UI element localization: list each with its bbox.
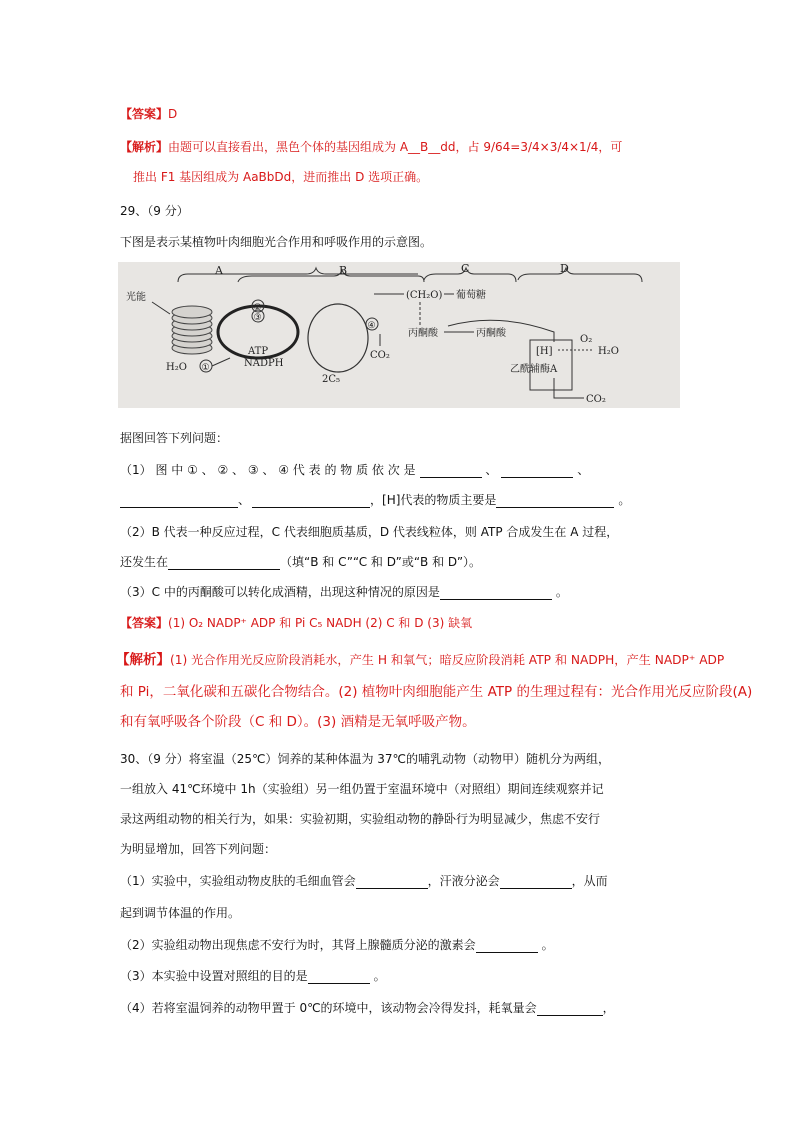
- q30-q4: （4）若将室温饲养的动物甲置于 0℃的环境中，该动物会冷得发抖，耗氧量会 ，: [120, 1001, 615, 1015]
- label-D: D: [560, 262, 569, 275]
- circle-3: ③: [253, 313, 262, 323]
- water-label: H₂O: [166, 362, 187, 373]
- answer-blank[interactable]: [440, 586, 552, 600]
- co2-left-label: CO₂: [370, 350, 390, 361]
- q28-analysis-line2: 推出 F1 基因组成为 AaBbDd，进而推出 D 选项正确。: [133, 170, 429, 184]
- q29-q1-line2: 、 ，[H]代表的物质主要是 。: [120, 492, 630, 508]
- nadph-label: NADPH: [244, 358, 284, 369]
- q30-line3: 录这两组动物的相关行为，如果：实验初期，实验组动物的静卧行为明显减少，焦虑不安行: [120, 812, 601, 826]
- q30-q3: （3）本实验中设置对照组的目的是 。: [120, 969, 386, 983]
- photosynthesis-respiration-diagram: [118, 262, 680, 408]
- c5-label: 2C₅: [322, 374, 341, 385]
- q30-q2: （2）实验组动物出现焦虑不安行为时，其肾上腺髓质分泌的激素会 。: [120, 938, 554, 952]
- q29-analysis-line2: 和 Pi，二氧化碳和五碳化合物结合。(2) 植物叶肉细胞能产生 ATP 的生理过程有：光合作用光反应阶段(A): [120, 684, 753, 700]
- calvin-cycle: [308, 304, 368, 372]
- pyruvate-d-label: 丙酮酸: [476, 328, 506, 339]
- q30-q1-line2: 起到调节体温的作用。: [120, 906, 241, 920]
- q28-answer: [120, 106, 177, 122]
- co2-right-label: CO₂: [586, 394, 606, 405]
- answer-value: D: [168, 107, 178, 121]
- answer-blank[interactable]: [252, 494, 370, 508]
- answer-label: 【答案】: [120, 107, 169, 121]
- q29-q2-line1: （2）B 代表一种反应过程，C 代表细胞质基质，D 代表线粒体，则 ATP 合成发生在 A 过程，: [120, 525, 619, 539]
- analysis-label: 【解析】: [120, 140, 169, 154]
- q29-q1-line1: （1） 图 中 ① 、 ② 、 ③ 、 ④ 代 表 的 物 质 依 次 是 、 、: [120, 463, 590, 477]
- q30-line1: 30、（9 分）将室温（25℃）饲养的某种体温为 37℃的哺乳动物（动物甲）随机分为两组，: [120, 752, 611, 766]
- circle-4: ④: [367, 321, 376, 331]
- atp-label: ATP: [248, 346, 269, 357]
- q29-analysis-line1: 【解析】(1) 光合作用光反应阶段消耗水，产生 H 和氧气；暗反应阶段消耗 ATP 和 NADPH，产生 NADP⁺ ADP: [116, 652, 725, 668]
- circle-1: ①: [201, 363, 210, 373]
- pyruvate-c-label: 丙酮酸: [408, 328, 438, 339]
- ch2o-label: (CH₂O): [406, 290, 443, 301]
- q29-prompt: 据图回答下列问题：: [120, 431, 229, 445]
- label-B: B: [339, 264, 348, 277]
- answer-blank[interactable]: [420, 464, 482, 478]
- answer-blank[interactable]: [501, 464, 573, 478]
- acetyl-coa-label: 乙酰辅酶A: [510, 364, 558, 375]
- answer-blank[interactable]: [356, 875, 428, 889]
- q29-answer: 【答案】(1) O₂ NADP⁺ ADP 和 Pi C₅ NADH (2) C 和 D (3) 缺氧: [120, 616, 473, 630]
- answer-blank[interactable]: [308, 970, 370, 984]
- label-C: C: [461, 262, 470, 275]
- circle-2: ②: [253, 303, 262, 313]
- q30-line4: 为明显增加，回答下列问题：: [120, 842, 277, 856]
- answer-blank[interactable]: [168, 556, 280, 570]
- analysis-text: 由题可以直接看出，黑色个体的基因组成为 A__B__dd，占 9/64=3/4×3/4×1/4，可: [168, 140, 623, 154]
- h2o-out-label: H₂O: [598, 346, 619, 357]
- q29-q2-line2: 还发生在 （填“B 和 C”“C 和 D”或“B 和 D”）。: [120, 555, 482, 569]
- bracket-D: [518, 268, 642, 282]
- bracket-B: [238, 270, 424, 282]
- answer-blank[interactable]: [537, 1002, 603, 1016]
- bracket-A: [178, 268, 418, 282]
- bracket-C: [424, 268, 516, 282]
- label-A: A: [215, 264, 223, 277]
- q30-line2: 一组放入 41℃环境中 1h（实验组）另一组仍置于室温环境中（对照组）期间连续观察并记: [120, 782, 604, 796]
- light-label: 光能: [126, 292, 146, 303]
- glucose-label: 葡萄糖: [456, 290, 486, 301]
- h-label: [H]: [536, 346, 553, 357]
- answer-blank[interactable]: [120, 494, 238, 508]
- answer-blank[interactable]: [496, 494, 614, 508]
- answer-blank[interactable]: [476, 939, 538, 953]
- q30-q1-line1: （1）实验中，实验组动物皮肤的毛细血管会 ，汗液分泌会 ，从而: [120, 874, 608, 888]
- q29-intro: 下图是表示某植物叶肉细胞光合作用和呼吸作用的示意图。: [120, 235, 433, 249]
- o2-label: O₂: [580, 334, 593, 345]
- q29-analysis-line3: 和有氧呼吸各个阶段（C 和 D）。(3) 酒精是无氧呼吸产物。: [120, 714, 476, 730]
- thylakoid-stack: [172, 306, 212, 354]
- q29-q3: （3）C 中的丙酮酸可以转化成酒精，出现这种情况的原因是 。: [120, 585, 568, 599]
- q28-analysis-line1: [120, 139, 622, 155]
- q29-heading: 29、（9 分）: [120, 204, 189, 218]
- answer-blank[interactable]: [500, 875, 572, 889]
